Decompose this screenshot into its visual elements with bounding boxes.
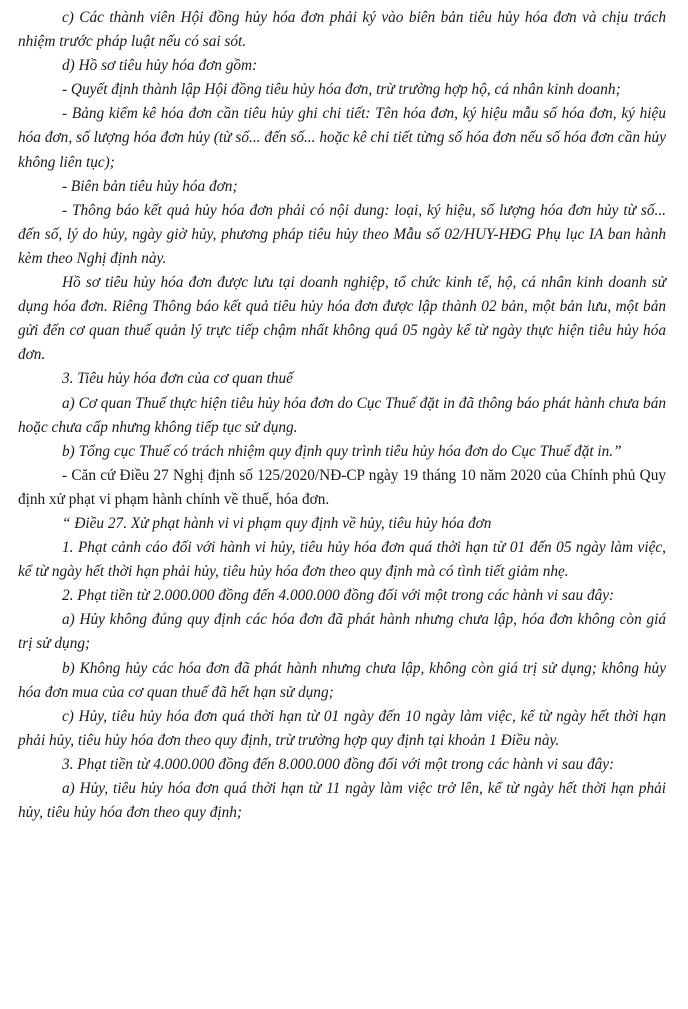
paragraph-section-3a: a) Cơ quan Thuế thực hiện tiêu hủy hóa đơn do Cục Thuế đặt in đã thông báo phát hành chưa bán hoặc chưa cấp nhưng không tiếp tục sử dụng. <box>18 394 666 436</box>
paragraph-article-27-clause-1: 1. Phạt cảnh cáo đối với hành vi hủy, tiêu hủy hóa đơn quá thời hạn từ 01 đến 05 ngày làm việc, kể từ ngày hết thời hạn phải hủy, tiêu hủy hóa đơn theo quy định mà có tình tiết giảm nhẹ. <box>18 539 666 581</box>
paragraph-section-3-heading: 3. Tiêu hủy hóa đơn của cơ quan thuế <box>62 370 293 388</box>
paragraph-c-council-sign: c) Các thành viên Hội đồng hủy hóa đơn phải ký vào biên bản tiêu hủy hóa đơn và chịu trách nhiệm trước pháp luật nếu có sai sót. <box>18 9 666 51</box>
paragraph-clause-2a: a) Hủy không đúng quy định các hóa đơn đã phát hành nhưng chưa lập, hóa đơn không còn giá trị sử dụng; <box>18 611 666 653</box>
paragraph-d-dossier-heading: d) Hồ sơ tiêu hủy hóa đơn gồm: <box>62 57 258 75</box>
paragraph-clause-3a: a) Hủy, tiêu hủy hóa đơn quá thời hạn từ 11 ngày làm việc trở lên, kể từ ngày hết thời hạn phải hủy, tiêu hủy hóa đơn theo quy định; <box>18 780 666 822</box>
paragraph-article-27-clause-3: 3. Phạt tiền từ 4.000.000 đồng đến 8.000.000 đồng đối với một trong các hành vi sau đây: <box>62 755 615 773</box>
paragraph-article-27-clause-2: 2. Phạt tiền từ 2.000.000 đồng đến 4.000.000 đồng đối với một trong các hành vi sau đây: <box>62 587 615 605</box>
paragraph-dossier-storage: Hồ sơ tiêu hủy hóa đơn được lưu tại doanh nghiệp, tổ chức kinh tế, hộ, cá nhân kinh doanh sử dụng hóa đơn. Riêng Thông báo kết quả tiêu hủy hóa đơn được lập thành 02 bản, một bản lưu, một bản gửi đến cơ quan thuế quản lý trực tiếp chậm nhất không quá 05 ngày kể từ ngày thực hiện tiêu hủy hóa đơn. <box>18 274 666 364</box>
paragraph-article-27-title: “ Điều 27. Xử phạt hành vi vi phạm quy định về hủy, tiêu hủy hóa đơn <box>62 514 492 532</box>
paragraph-dossier-decision: - Quyết định thành lập Hội đồng tiêu hủy hóa đơn, trừ trường hợp hộ, cá nhân kinh doanh; <box>62 81 621 99</box>
paragraph-decree-basis: - Căn cứ Điều 27 Nghị định số 125/2020/NĐ-CP ngày 19 tháng 10 năm 2020 của Chính phủ Quy định xử phạt vi phạm hành chính về thuế, hóa đơn. <box>18 466 666 508</box>
paragraph-dossier-notice: - Thông báo kết quả hủy hóa đơn phải có nội dung: loại, ký hiệu, số lượng hóa đơn hủy từ số... đến số, lý do hủy, ngày giờ hủy, phương pháp tiêu hủy theo Mẫu số 02/HUY-HĐG Phụ lục IA ban hành kèm theo Nghị định này. <box>18 201 666 267</box>
paragraph-section-3b: b) Tổng cục Thuế có trách nhiệm quy định quy trình tiêu hủy hóa đơn do Cục Thuế đặt in.” <box>62 442 622 460</box>
paragraph-clause-2c: c) Hủy, tiêu hủy hóa đơn quá thời hạn từ 01 ngày đến 10 ngày làm việc, kể từ ngày hết thời hạn phải hủy, tiêu hủy hóa đơn theo quy định, trừ trường hợp quy định tại khoản 1 Điều này. <box>18 707 666 749</box>
paragraph-clause-2b: b) Không hủy các hóa đơn đã phát hành nhưng chưa lập, không còn giá trị sử dụng; không hủy hóa đơn mua của cơ quan thuế đã hết hạn sử dụng; <box>18 659 666 701</box>
paragraph-dossier-inventory: - Bảng kiểm kê hóa đơn cần tiêu hủy ghi chi tiết: Tên hóa đơn, ký hiệu mẫu số hóa đơn, ký hiệu hóa đơn, số lượng hóa đơn hủy (từ số... đến số... hoặc kê chi tiết từng số hóa đơn nếu số hóa đơn cần hủy không liên tục); <box>18 105 666 171</box>
paragraph-dossier-minutes: - Biên bản tiêu hủy hóa đơn; <box>62 177 238 195</box>
